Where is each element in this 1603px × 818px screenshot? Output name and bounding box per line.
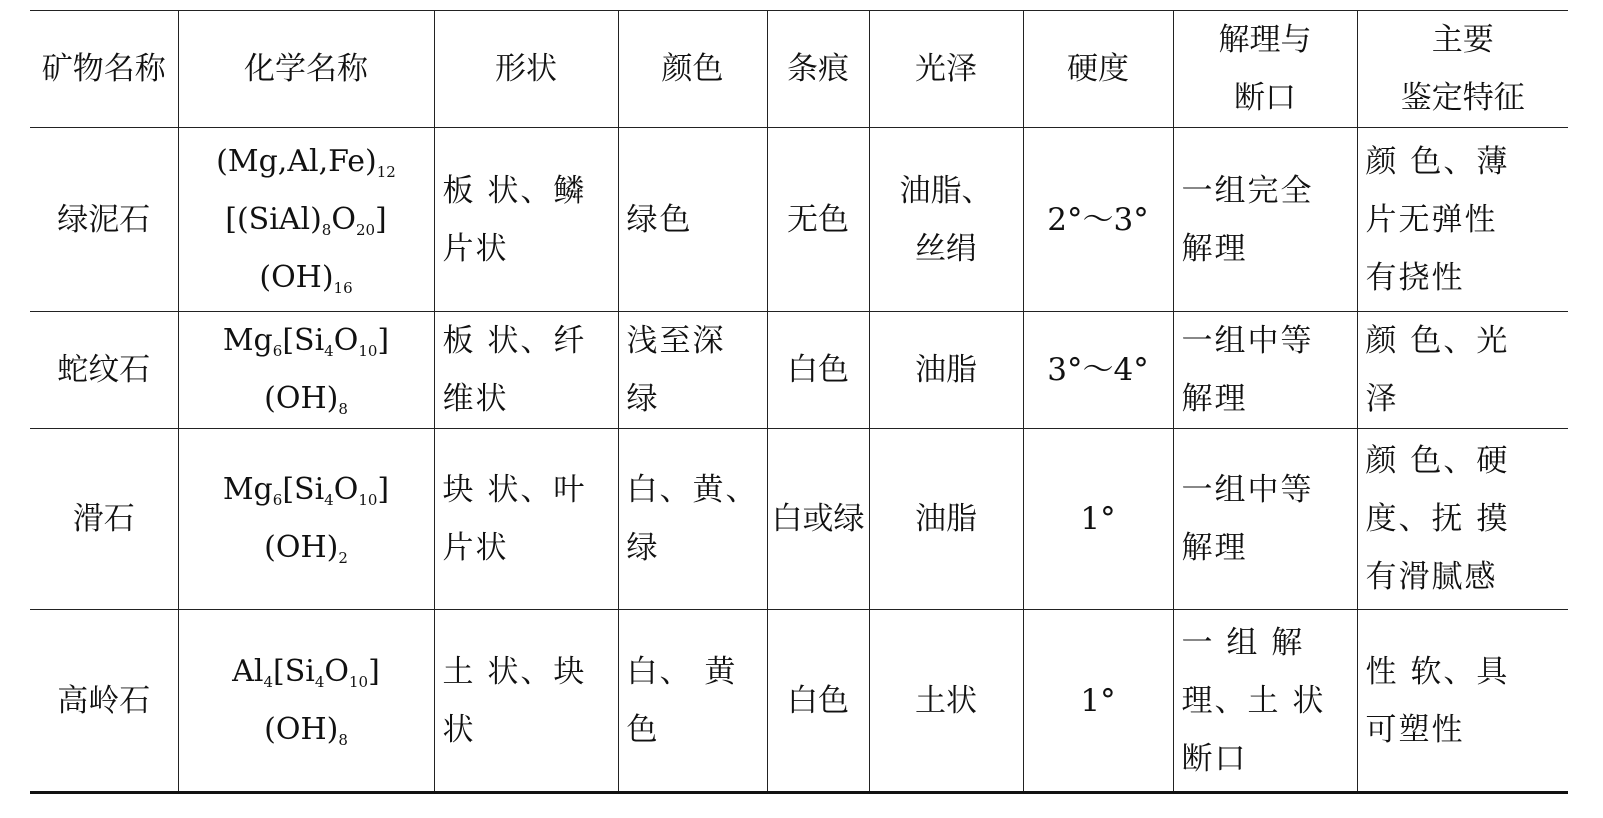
- header-mineral-name: 矿物名称: [30, 11, 178, 128]
- cleavage-cell: 一组中等 解理: [1173, 429, 1357, 610]
- shape-cell: 土 状、块 状: [434, 610, 618, 793]
- identification-cell: 颜 色、硬 度、抚 摸 有滑腻感: [1357, 429, 1568, 610]
- header-color: 颜色: [618, 11, 767, 128]
- formula-line: $Al_4[Si_4O_{10}]$: [232, 653, 380, 691]
- streak-cell: 白或绿: [767, 429, 869, 610]
- chemical-formula-cell: [178, 429, 434, 610]
- luster-cell: 油脂、 丝绢: [869, 128, 1023, 312]
- mineral-name-cell: 高岭石: [30, 610, 178, 793]
- shape-cell: 块 状、叶 片状: [434, 429, 618, 610]
- streak-cell: 白色: [767, 312, 869, 429]
- header-cleavage-line1: 解理与: [1218, 22, 1312, 58]
- chemical-formula-cell: [178, 312, 434, 429]
- shape-cell: 板 状、鳞 片状: [434, 128, 618, 312]
- header-shape: 形状: [434, 11, 618, 128]
- formula-line: $[(SiAl)_8O_{20}]$: [225, 201, 387, 239]
- identification-cell: 颜 色、薄 片无弹性 有挠性: [1357, 128, 1568, 312]
- header-row: [30, 11, 1568, 128]
- shape-cell: 板 状、纤 维状: [434, 312, 618, 429]
- table-row: [30, 128, 1568, 312]
- table-row: [30, 312, 1568, 429]
- hardness-cell: 3°～4°: [1023, 312, 1173, 429]
- identification-cell: 颜 色、光 泽: [1357, 312, 1568, 429]
- mineral-name-cell: 绿泥石: [30, 128, 178, 312]
- identification-cell: 性 软、具 可塑性: [1357, 610, 1568, 793]
- luster-cell: 土状: [869, 610, 1023, 793]
- streak-cell: 白色: [767, 610, 869, 793]
- header-streak: 条痕: [767, 11, 869, 128]
- formula-line: $(OH)_{16}$: [259, 259, 353, 297]
- cleavage-cell: 一 组 解 理、土 状 断口: [1173, 610, 1357, 793]
- header-chemical-name: 化学名称: [178, 11, 434, 128]
- luster-cell: 油脂: [869, 429, 1023, 610]
- formula-line: $(OH)_8$: [264, 381, 348, 418]
- mineral-name-cell: 蛇纹石: [30, 312, 178, 429]
- formula-line: $(Mg,Al,Fe)_{12}$: [216, 143, 396, 181]
- cleavage-cell: 一组中等 解理: [1173, 312, 1357, 429]
- color-cell: 绿色: [618, 128, 767, 312]
- formula-line: $(OH)_2$: [264, 530, 348, 567]
- header-identification-line2: 鉴定特征: [1400, 80, 1525, 116]
- hardness-cell: 1°: [1023, 429, 1173, 610]
- table-row: [30, 610, 1568, 793]
- streak-cell: 无色: [767, 128, 869, 312]
- color-cell: 浅至深 绿: [618, 312, 767, 429]
- mineral-name-cell: 滑石: [30, 429, 178, 610]
- formula-line: $Mg_6[Si_4O_{10}]$: [222, 323, 390, 360]
- formula-line: $Mg_6[Si_4O_{10}]$: [222, 472, 390, 509]
- hardness-cell: 1°: [1023, 610, 1173, 793]
- header-cleavage-line2: 断口: [1234, 80, 1296, 116]
- chemical-formula-cell: [178, 128, 434, 312]
- header-identification: [1357, 11, 1568, 128]
- header-hardness: 硬度: [1023, 11, 1173, 128]
- header-identification-line1: 主要: [1431, 22, 1494, 58]
- chemical-formula-cell: [178, 610, 434, 793]
- luster-cell: 油脂: [869, 312, 1023, 429]
- header-cleavage-fracture: [1173, 11, 1357, 128]
- table-row: [30, 429, 1568, 610]
- hardness-cell: 2°～3°: [1023, 128, 1173, 312]
- cleavage-cell: 一组完全 解理: [1173, 128, 1357, 312]
- color-cell: 白、 黄 色: [618, 610, 767, 793]
- color-cell: 白、黄、 绿: [618, 429, 767, 610]
- formula-line: $(OH)_8$: [264, 711, 348, 749]
- mineral-properties-table: [30, 10, 1568, 794]
- header-luster: 光泽: [869, 11, 1023, 128]
